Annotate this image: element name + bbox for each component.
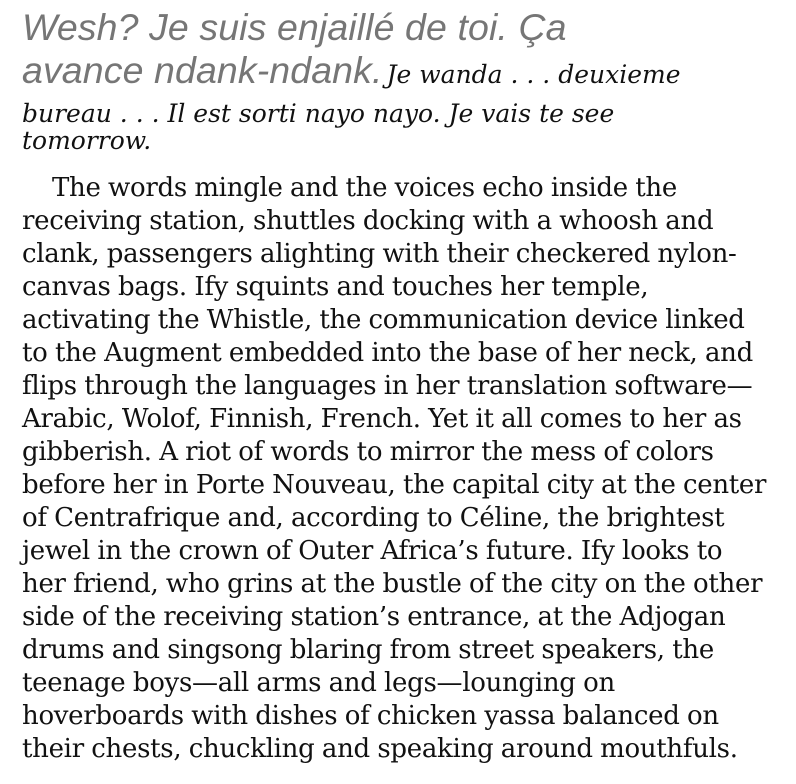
paragraph-line: her friend, who grins at the bustle of the city on the other [22, 569, 763, 599]
page-content [22, 6, 792, 766]
paragraph-line: canvas bags. Ify squints and touches her temple, [22, 272, 649, 302]
intro-quote [22, 6, 792, 158]
paragraph-line: The words mingle and the voices echo inside the [52, 173, 677, 203]
paragraph-line: before her in Porte Nouveau, the capital city at the center [22, 470, 767, 500]
intro-italic-tail: Je wanda . . . deuxieme [386, 60, 681, 89]
paragraph-line: hoverboards with dishes of chicken yassa balanced on [22, 701, 719, 731]
intro-display-line-1: Wesh? Je suis enjaillé de toi. Ça [22, 6, 567, 48]
paragraph-line: drums and singsong blaring from street speakers, the [22, 635, 714, 665]
intro-italic-line-3: tomorrow. [22, 126, 152, 155]
paragraph-line: side of the receiving station’s entrance, at the Adjogan [22, 602, 726, 632]
paragraph-line: clank, passengers alighting with their checkered nylon- [22, 239, 737, 269]
intro-display-line-2: avance ndank-ndank. [22, 49, 383, 91]
paragraph-line: receiving station, shuttles docking with a whoosh and [22, 206, 714, 236]
paragraph-line: gibberish. A riot of words to mirror the mess of colors [22, 437, 714, 467]
paragraph-line: their chests, chuckling and speaking around mouthfuls. [22, 734, 738, 764]
paragraph-line: Arabic, Wolof, Finnish, French. Yet it all comes to her as [22, 404, 742, 434]
paragraph-line: of Centrafrique and, according to Céline, the brightest [22, 503, 725, 533]
paragraph-line: to the Augment embedded into the base of her neck, and [22, 338, 753, 368]
paragraph-line: teenage boys—all arms and legs—lounging on [22, 668, 615, 698]
intro-italic-line-2: bureau . . . Il est sorti nayo nayo. Je vais te see [22, 99, 615, 128]
paragraph-line: activating the Whistle, the communication device linked [22, 305, 745, 335]
body-paragraph [22, 172, 792, 766]
paragraph-line: jewel in the crown of Outer Africa’s future. Ify looks to [22, 536, 723, 566]
paragraph-line: flips through the languages in her translation software— [22, 371, 753, 401]
